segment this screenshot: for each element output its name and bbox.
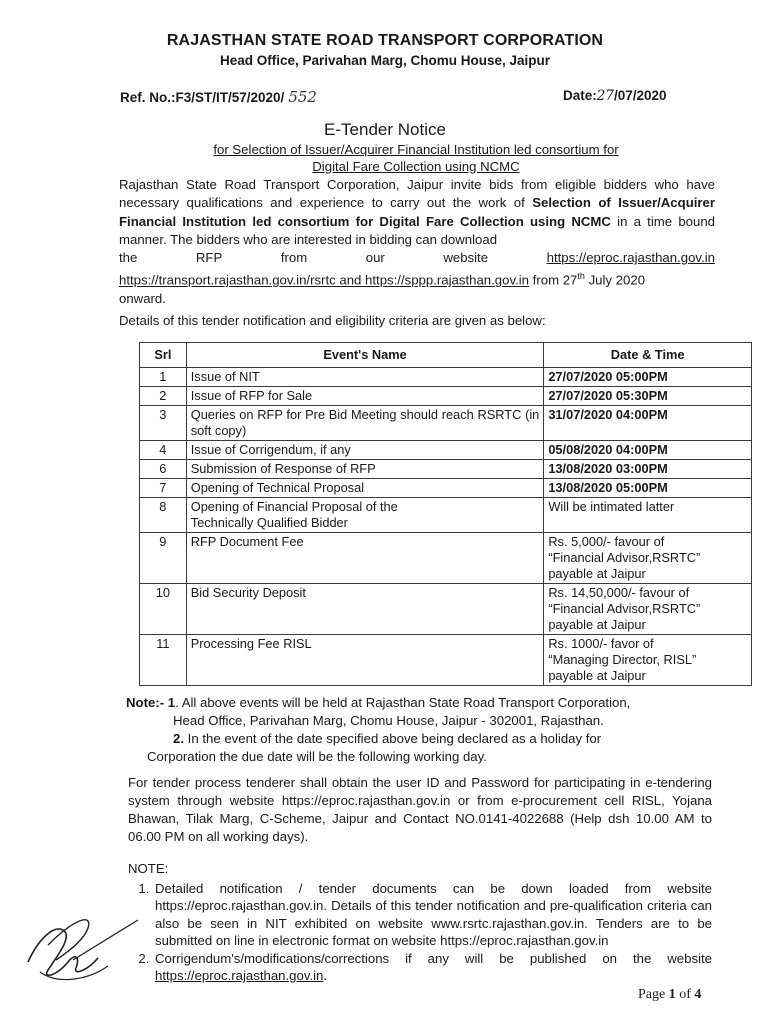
- fee-favour: “Financial Advisor,RSRTC”: [548, 601, 701, 616]
- note-events-venue: [126, 694, 726, 766]
- intro-date-suffix: th: [577, 271, 585, 282]
- page-current: 1: [668, 987, 676, 1002]
- fee-payable: payable at Jaipur: [548, 566, 646, 581]
- intro-word: from: [280, 250, 308, 266]
- organization-address: Head Office, Parivahan Marg, Chomu House, Jaipur: [219, 53, 551, 68]
- table-header-row: [140, 343, 752, 368]
- tender-process-paragraph: For tender process tenderer shall obtain the user ID and Password for participating in e-tendering system through website https://eproc.rajasthan.gov.in or from e-procurement cell RISL, Yojana Bhawan, Tilak Marg, C-Scheme, Jaipur and Contact NO.0141-4022688 (Help dsh 10.00 AM to 06.00 PM on all working days).: [128, 775, 712, 844]
- fee-amount: Rs. 14,50,000/- favour of: [548, 585, 690, 600]
- cell-date-time: 13/08/2020 03:00PM: [544, 460, 752, 479]
- cell-srl: 7: [140, 479, 187, 498]
- cell-srl: 11: [140, 635, 187, 686]
- page-total: 4: [694, 987, 702, 1002]
- note1-item2-line2: Corporation the due date will be the following working day.: [147, 749, 487, 764]
- date-handwritten-day: 27: [596, 88, 614, 104]
- cell-srl: 4: [140, 441, 187, 460]
- notice-title: E-Tender Notice: [324, 120, 446, 139]
- cell-date-time: [544, 533, 752, 584]
- table-row: [140, 584, 752, 635]
- table-row: [140, 460, 752, 479]
- eproc-link-note[interactable]: https://eproc.rajasthan.gov.in: [155, 968, 324, 983]
- note-downloads: [128, 860, 712, 985]
- cell-event-name: RFP Document Fee: [186, 533, 544, 584]
- note2-heading: NOTE:: [128, 861, 169, 876]
- note1-item2-text: In the event of the date specified above being declared as a holiday for: [184, 731, 602, 746]
- header-event-name: Event's Name: [186, 343, 544, 368]
- cell-event-name-line: Opening of Financial Proposal of the: [190, 499, 398, 514]
- cell-event-name: Issue of Corrigendum, if any: [186, 441, 544, 460]
- table-row: [140, 387, 752, 406]
- header-date-time: Date & Time: [544, 343, 752, 368]
- fee-payable: payable at Jaipur: [548, 668, 646, 683]
- cell-date-time: [544, 635, 752, 686]
- note2-list: [128, 880, 712, 985]
- note1-item1-line1: [126, 694, 726, 712]
- cell-date-time: 13/08/2020 05:00PM: [544, 479, 752, 498]
- note2-item2-end: .: [323, 968, 328, 983]
- date-month-year: /07/2020: [613, 88, 667, 103]
- cell-date-time: [544, 584, 752, 635]
- cell-event-name: Queries on RFP for Pre Bid Meeting should reach RSRTC (in soft copy): [186, 406, 544, 441]
- date-label: Date:: [563, 88, 597, 103]
- table-row: [140, 406, 752, 441]
- table-row: [140, 368, 752, 387]
- cell-event-name: Issue of NIT: [186, 368, 544, 387]
- fee-amount: Rs. 1000/- favor of: [548, 636, 654, 651]
- table-row: [140, 441, 752, 460]
- table-row: [140, 533, 752, 584]
- cell-srl: 2: [140, 387, 187, 406]
- table-row: [140, 635, 752, 686]
- page-of: of: [675, 987, 695, 1002]
- note1-item1-text: . All above events will be held at Rajasthan State Road Transport Corporation,: [175, 695, 631, 710]
- events-table: [139, 342, 752, 686]
- intro-last-line: onward.: [119, 291, 166, 307]
- intro-from-date: from 27: [529, 272, 578, 288]
- cell-event-name: [186, 498, 544, 533]
- intro-download-row: [119, 249, 715, 267]
- notice-date: [563, 88, 667, 104]
- fee-amount: Rs. 5,000/- favour of: [548, 534, 665, 549]
- cell-srl: 10: [140, 584, 187, 635]
- details-line: Details of this tender notification and eligibility criteria are given as below:: [119, 313, 546, 328]
- notice-subtitle: [120, 142, 712, 175]
- fee-favour: “Managing Director, RISL”: [548, 652, 697, 667]
- header-srl: Srl: [140, 343, 187, 368]
- note1-item2-number: 2.: [173, 731, 184, 746]
- subtitle-line-1: for Selection of Issuer/Acquirer Financial Institution led consortium for: [213, 142, 619, 157]
- cell-srl: 3: [140, 406, 187, 441]
- reference-handwritten-number: 552: [288, 88, 317, 106]
- list-item: 1. Detailed notification / tender documents can be down loaded from website https://eproc.rajasthan.gov.in. Details of this tender notification and pre-qualification criteria can also be seen in NIT exhibited on website www.rsrtc.rajasthan.gov.in. Tenders are to be submitted on line in electronic format on website https://eproc.rajasthan.gov.in: [153, 880, 712, 950]
- page-prefix: Page: [638, 987, 669, 1002]
- fee-favour: “Financial Advisor,RSRTC”: [548, 550, 701, 565]
- table-row: [140, 479, 752, 498]
- intro-text-1: Rajasthan State Road Transport Corporation, Jaipur invite bids from eligible bidders who have necessary qualifications and experience to carry out the work of: [119, 177, 715, 211]
- cell-srl: 8: [140, 498, 187, 533]
- subtitle-line-2: Digital Fare Collection using NCMC: [312, 158, 520, 174]
- intro-word: our: [365, 250, 385, 266]
- intro-links-row: [119, 267, 715, 290]
- intro-date-tail: July 2020: [584, 272, 646, 288]
- table-row: [140, 498, 752, 533]
- cell-srl: 9: [140, 533, 187, 584]
- cell-srl: 1: [140, 368, 187, 387]
- list-item: [153, 950, 712, 985]
- cell-event-name: Opening of Technical Proposal: [186, 479, 544, 498]
- eproc-link[interactable]: https://eproc.rajasthan.gov.in: [546, 250, 715, 266]
- cell-event-name: Issue of RFP for Sale: [186, 387, 544, 406]
- cell-date-time: 27/07/2020 05:30PM: [544, 387, 752, 406]
- note1-item1-line2: Head Office, Parivahan Marg, Chomu House, Jaipur - 302001, Rajasthan.: [173, 713, 604, 728]
- page-number: [638, 987, 701, 1003]
- intro-word: RFP: [195, 250, 223, 266]
- intro-paragraph: [119, 176, 715, 308]
- note2-item2-text: Corrigendum's/modifications/corrections if any will be published on the website: [155, 950, 712, 966]
- cell-event-name: Processing Fee RISL: [186, 635, 544, 686]
- intro-word: website: [443, 250, 489, 266]
- intro-word: the: [119, 250, 138, 266]
- reference-label: Ref. No.:F3/ST/IT/57/2020/: [120, 90, 285, 105]
- transport-sppp-links[interactable]: https://transport.rajasthan.gov.in/rsrtc and https://sppp.rajasthan.gov.in: [119, 272, 530, 288]
- handwritten-signature: [18, 900, 148, 990]
- intro-work-title: Selection of Issuer/Acquirer Financial Institution led consortium for Digital Fare Collection using NCMC: [119, 195, 716, 229]
- cell-date-time: 31/07/2020 04:00PM: [544, 406, 752, 441]
- cell-date-time: Will be intimated latter: [544, 498, 752, 533]
- cell-event-name-line: Technically Qualified Bidder: [190, 515, 348, 530]
- cell-event-name: Bid Security Deposit: [186, 584, 544, 635]
- organization-name: RAJASTHAN STATE ROAD TRANSPORT CORPORATION: [166, 32, 604, 49]
- cell-srl: 6: [140, 460, 187, 479]
- note1-label: Note:- 1: [126, 695, 176, 710]
- note1-item2: [126, 730, 726, 748]
- cell-date-time: 05/08/2020 04:00PM: [544, 441, 752, 460]
- fee-payable: payable at Jaipur: [548, 617, 646, 632]
- cell-event-name: Submission of Response of RFP: [186, 460, 544, 479]
- reference-number: [120, 88, 317, 106]
- intro-text-2: in a time bound manner. The bidders who are interested in bidding can download: [119, 213, 715, 247]
- cell-date-time: 27/07/2020 05:00PM: [544, 368, 752, 387]
